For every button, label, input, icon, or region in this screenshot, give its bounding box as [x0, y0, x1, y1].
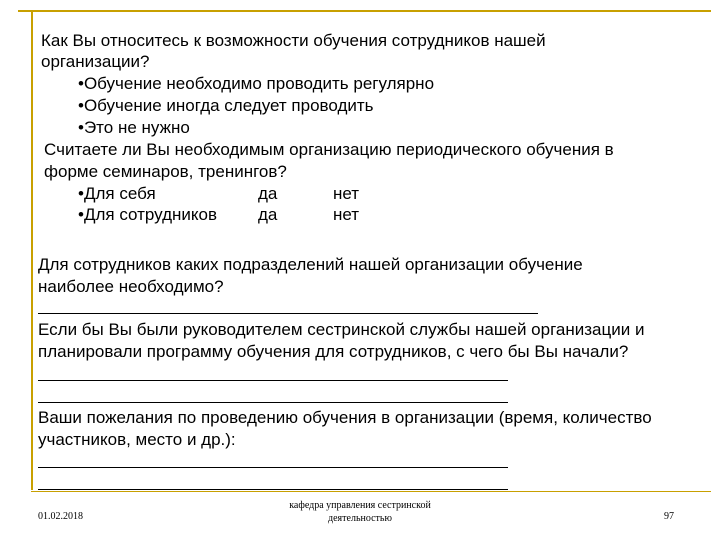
- footer-department-line-1: кафедра управления сестринской: [289, 500, 431, 511]
- answer-line-q4-1[interactable]: [38, 380, 508, 381]
- question-1-option-1: •Обучение необходимо проводить регулярно: [78, 74, 435, 93]
- question-2-line-1: Считаете ли Вы необходимым организацию периодического обучения в: [44, 140, 614, 159]
- answer-line-q3[interactable]: [38, 313, 538, 314]
- question-2-row-2-no[interactable]: нет: [333, 205, 360, 224]
- question-5-line-2: участников, место и др.):: [38, 430, 236, 449]
- question-2-row-1-yes[interactable]: да: [258, 184, 278, 203]
- question-2-row-1-label: •Для себя: [78, 184, 156, 203]
- question-1-line-2: организации?: [41, 52, 150, 71]
- footer-page-number: 97: [664, 511, 674, 522]
- footer-department-line-2: деятельностью: [328, 513, 392, 524]
- footer-department: [280, 499, 440, 525]
- question-4-line-1: Если бы Вы были руководителем сестринской службы нашей организации и: [38, 320, 645, 339]
- answer-line-q5-2[interactable]: [38, 489, 508, 490]
- answer-line-q4-2[interactable]: [38, 402, 508, 403]
- frame-left-border: [31, 10, 33, 490]
- question-1-line-1: Как Вы относитесь к возможности обучения сотрудников нашей: [41, 31, 546, 50]
- question-5-line-1: Ваши пожелания по проведению обучения в организации (время, количество: [38, 408, 652, 427]
- question-1-option-3: •Это не нужно: [78, 118, 190, 137]
- question-2-row-1-no[interactable]: нет: [333, 184, 360, 203]
- question-4-line-2: планировали программу обучения для сотрудников, с чего бы Вы начали?: [38, 342, 629, 361]
- question-1-option-2: •Обучение иногда следует проводить: [78, 96, 374, 115]
- frame-top-border: [31, 10, 711, 12]
- frame-corner-accent: [18, 10, 31, 24]
- question-2-row-2-label: •Для сотрудников: [78, 205, 217, 224]
- question-3-line-2: наиболее необходимо?: [38, 277, 224, 296]
- frame-bottom-border: [31, 491, 711, 492]
- answer-line-q5-1[interactable]: [38, 467, 508, 468]
- question-2-line-2: форме семинаров, тренингов?: [44, 162, 287, 181]
- question-2-row-2-yes[interactable]: да: [258, 205, 278, 224]
- footer-date: 01.02.2018: [38, 511, 83, 522]
- question-3-line-1: Для сотрудников каких подразделений нашей организации обучение: [38, 255, 583, 274]
